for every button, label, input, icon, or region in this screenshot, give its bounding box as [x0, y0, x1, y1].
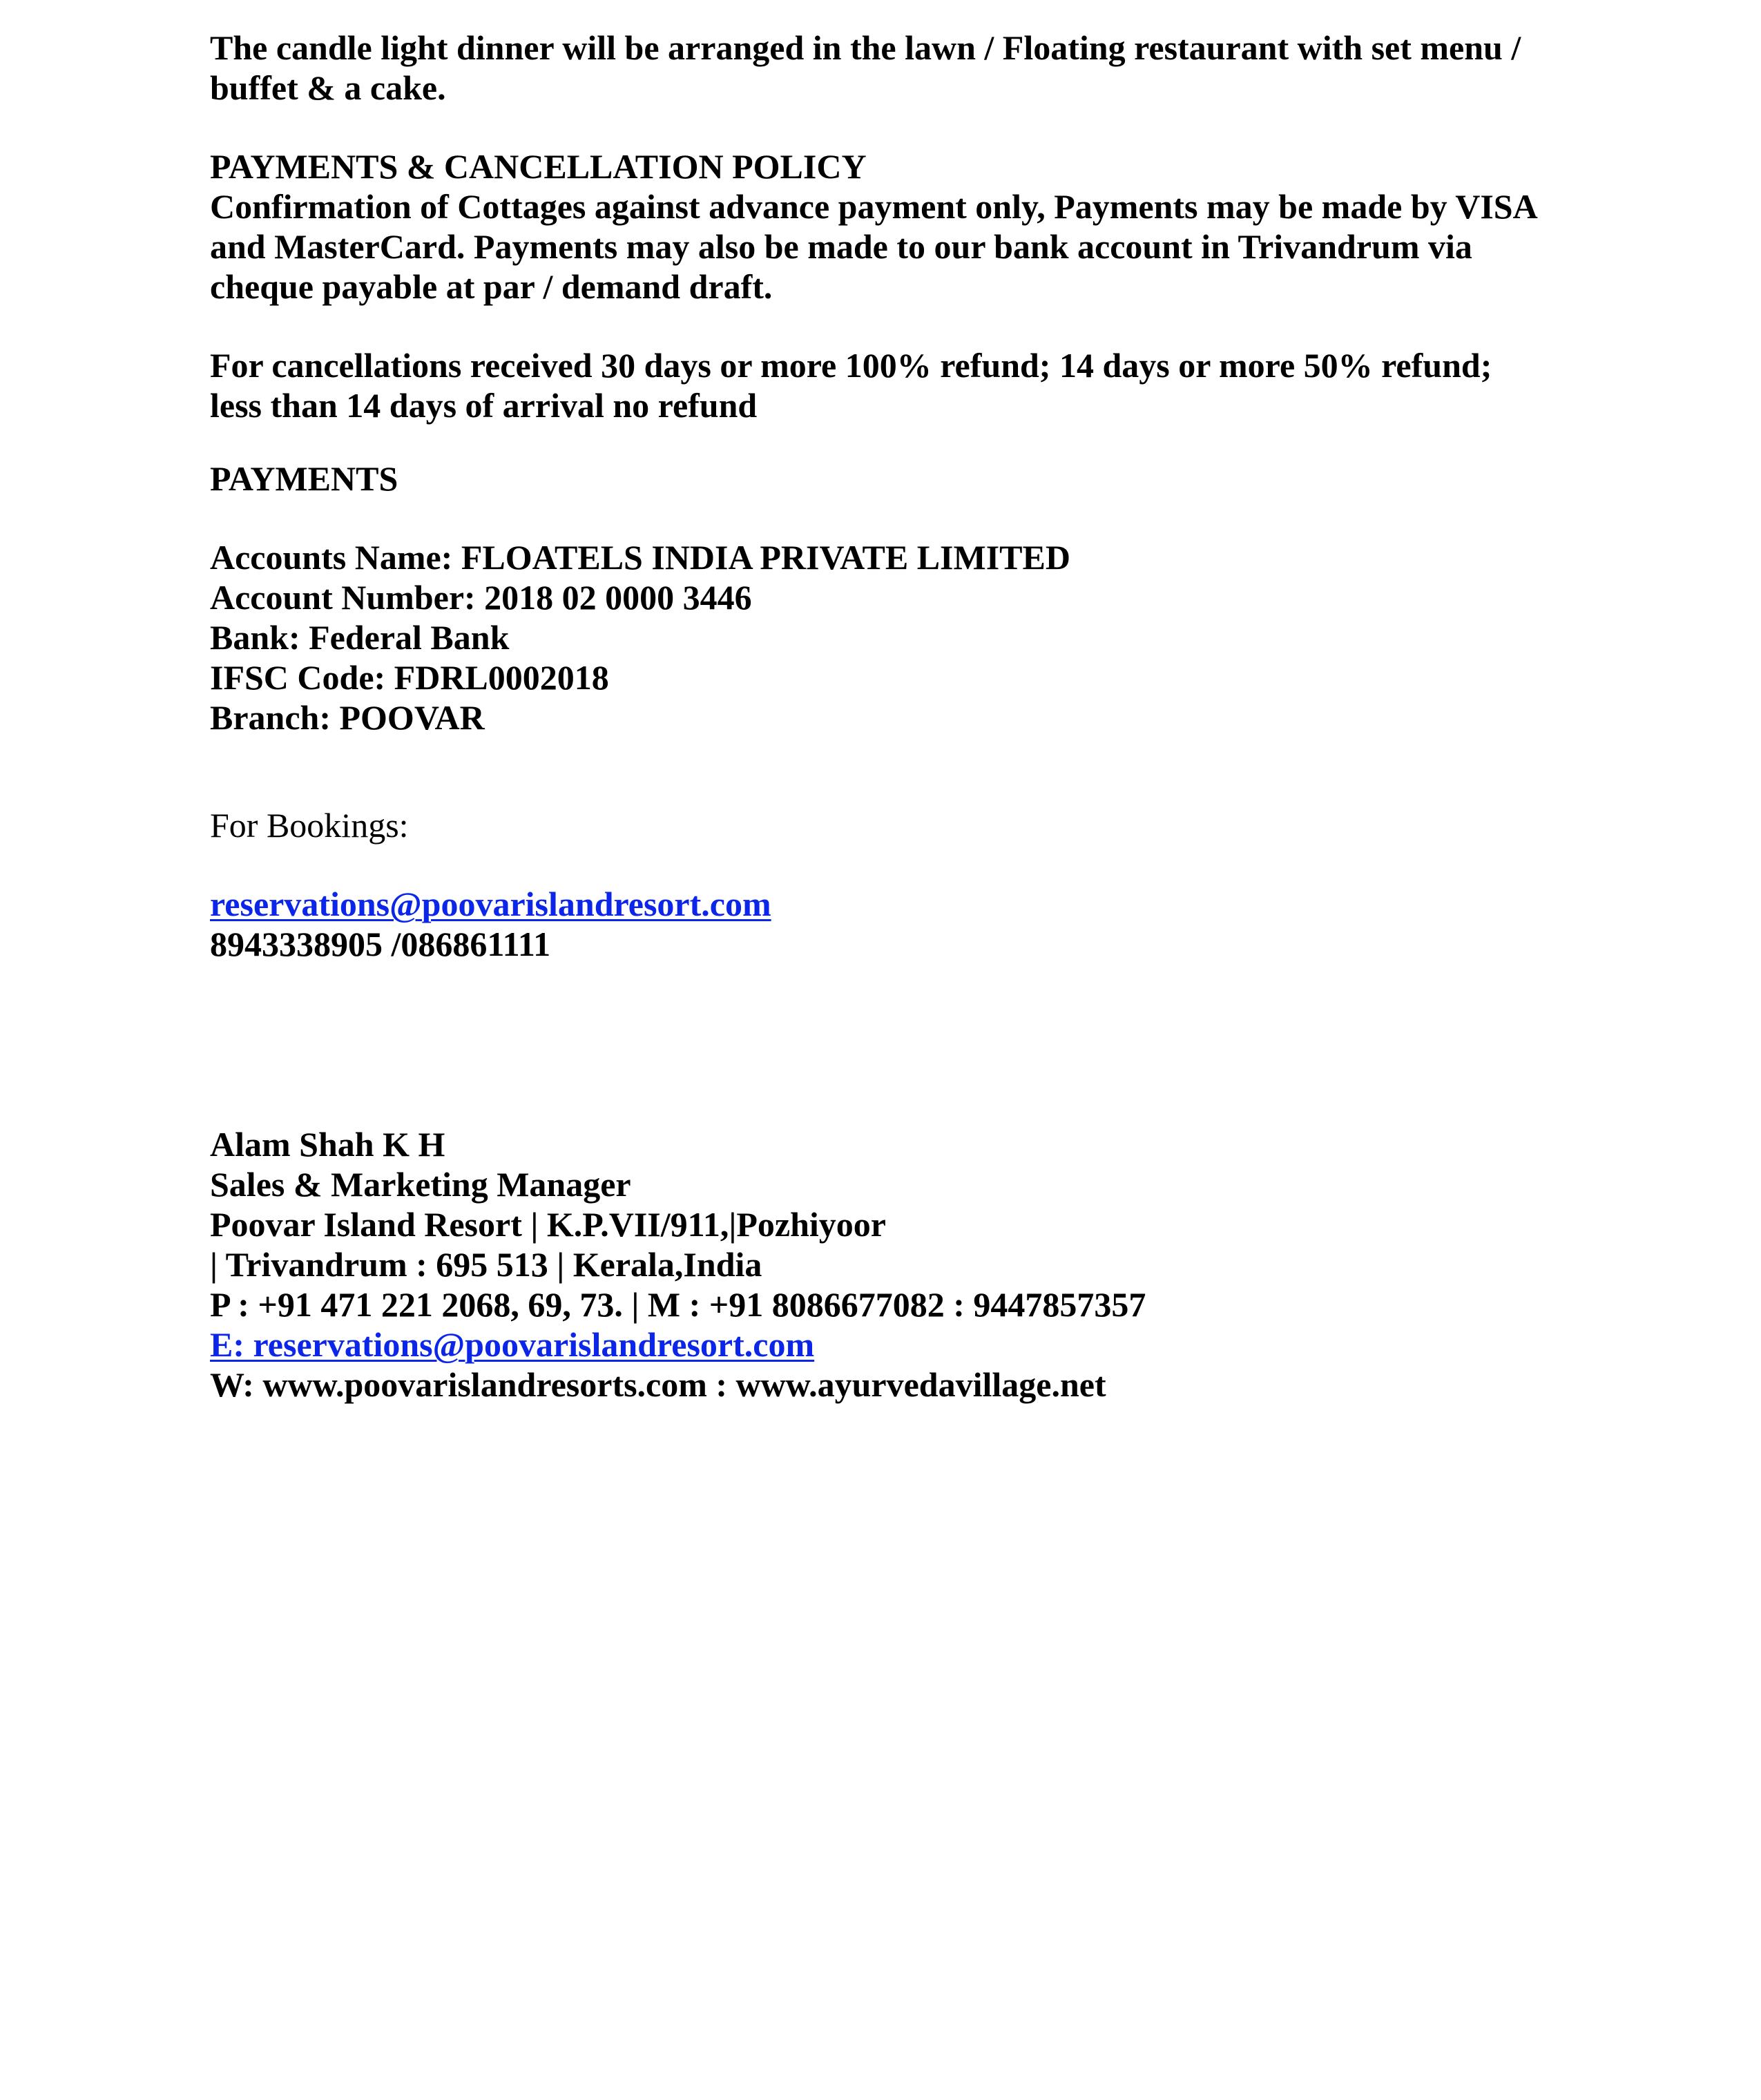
email-signature [210, 1124, 1591, 1405]
ifsc-code: IFSC Code: FDRL0002018 [210, 658, 609, 697]
branch-name: Branch: POOVAR [210, 698, 485, 737]
confirmation-line: cheque payable at par / demand draft. [210, 267, 773, 306]
account-name: Accounts Name: FLOATELS INDIA PRIVATE LIMITED [210, 538, 1070, 577]
account-number: Account Number: 2018 02 0000 3446 [210, 578, 752, 617]
signature-address-line-1: Poovar Island Resort | K.P.VII/911,|Pozhiyoor [210, 1205, 887, 1244]
cancellation-paragraph [210, 345, 1591, 425]
intro-line-2: buffet & a cake. [210, 68, 446, 107]
signature-web: W: www.poovarislandresorts.com : www.ayurvedavillage.net [210, 1365, 1106, 1404]
signature-phones: P : +91 471 221 2068, 69, 73. | M : +91 8086677082 : 9447857357 [210, 1285, 1146, 1324]
intro-line-1: The candle light dinner will be arranged in the lawn / Floating restaurant with set menu / [210, 28, 1521, 67]
signature-address-line-2: | Trivandrum : 695 513 | Kerala,India [210, 1245, 762, 1284]
payments-heading: PAYMENTS [210, 459, 398, 498]
intro-paragraph [210, 28, 1591, 108]
bookings-label: For Bookings: [210, 806, 409, 845]
confirmation-line: Confirmation of Cottages against advance payment only, Payments may be made by VISA [210, 187, 1538, 226]
bookings-phones: 8943338905 /086861111 [210, 925, 551, 963]
signature-name: Alam Shah K H [210, 1125, 445, 1164]
cancellation-line: For cancellations received 30 days or more 100% refund; 14 days or more 50% refund; [210, 346, 1492, 385]
bank-name: Bank: Federal Bank [210, 618, 510, 657]
confirmation-line: and MasterCard. Payments may also be made to our bank account in Trivandrum via [210, 227, 1472, 266]
bookings-email-link[interactable]: reservations@poovarislandresort.com [210, 885, 771, 923]
bookings-contact [210, 884, 1591, 964]
confirmation-paragraph [210, 186, 1591, 307]
signature-email-link[interactable]: E: reservations@poovarislandresort.com [210, 1325, 815, 1364]
signature-title: Sales & Marketing Manager [210, 1165, 631, 1204]
policy-heading: PAYMENTS & CANCELLATION POLICY [210, 147, 867, 186]
document-page [210, 28, 1591, 1405]
bank-details [210, 537, 1591, 738]
cancellation-line: less than 14 days of arrival no refund [210, 386, 758, 425]
